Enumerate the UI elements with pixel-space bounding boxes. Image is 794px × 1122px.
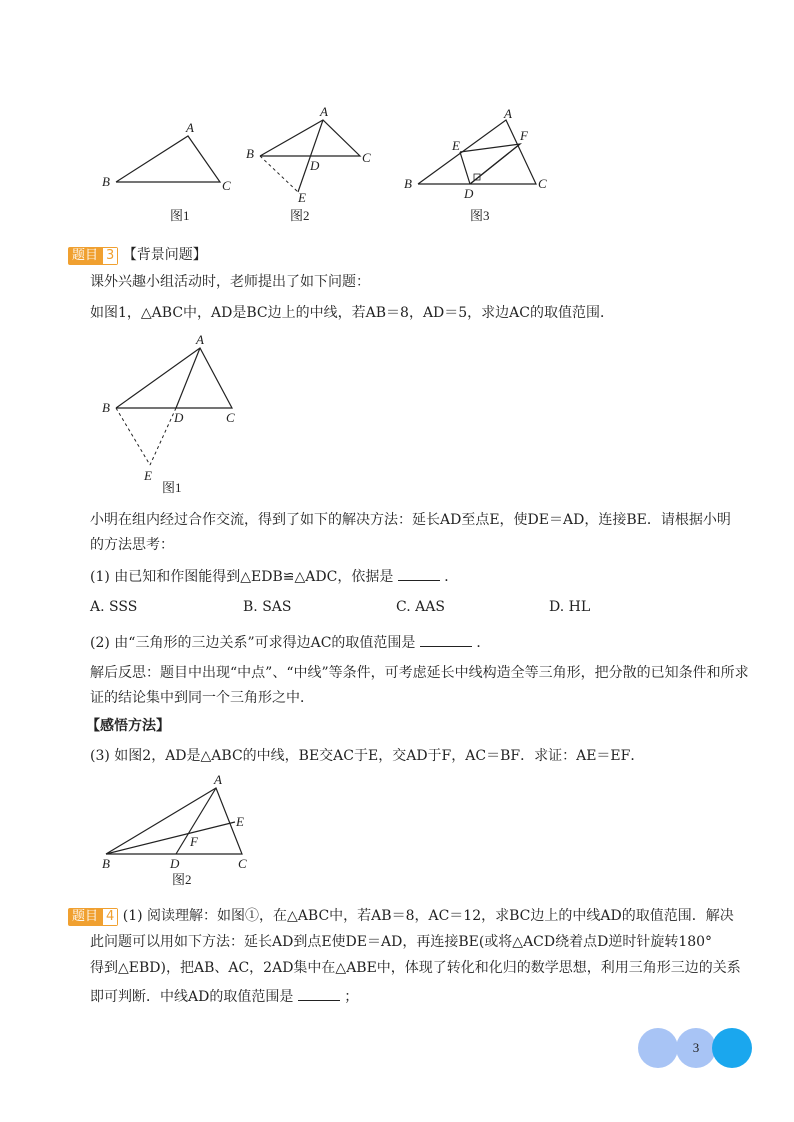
q3-part3: (3) 如图2，AD是△ABC的中线，BE交AC于E，交AD于F，AC＝BF．求证：AE＝EF． <box>90 748 645 764</box>
label-e: E <box>236 814 244 829</box>
label-e: E <box>144 468 152 483</box>
label-a: A <box>214 772 222 787</box>
q4-line4-text: 即可判断．中线AD的取值范围是 <box>90 989 294 1005</box>
label-e: E <box>452 138 460 153</box>
caption-fig1: 图1 <box>162 480 182 495</box>
label-c: C <box>538 176 547 191</box>
badge-number: 3 <box>102 247 118 265</box>
q4-line2: 此问题可以用如下方法：延长AD到点E使DE＝AD，再连接BE(或将△ACD绕着点D逆时针旋转180° <box>90 934 713 950</box>
page-deco-right <box>712 1028 752 1068</box>
answer-blank-3[interactable] <box>298 986 340 1001</box>
label-f: F <box>520 128 528 143</box>
label-b: B <box>102 400 110 415</box>
label-b: B <box>102 856 110 871</box>
label-f: F <box>190 834 198 849</box>
q3-part2 <box>90 632 490 653</box>
answer-blank-1[interactable] <box>398 566 440 581</box>
label-a: A <box>196 332 204 347</box>
badge-number: 4 <box>102 908 118 926</box>
q3-reflect-1: 解后反思：题目中出现“中点”、“中线”等条件，可考虑延长中线构造全等三角形，把分散的已知条件和所求 <box>90 665 749 681</box>
label-b: B <box>102 174 110 189</box>
q3-reflect-2: 证的结论集中到同一个三角形之中． <box>90 690 314 706</box>
q3-part1-end: ． <box>444 569 459 585</box>
label-d: D <box>170 856 180 871</box>
q4-line4 <box>90 986 358 1007</box>
q4-line1-text: (1) 阅读理解：如图①，在△ABC中，若AB＝8，AC＝12，求BC边上的中线AD的取值范围．解决 <box>122 908 734 924</box>
page-deco-left <box>638 1028 678 1068</box>
label-d: D <box>310 158 320 173</box>
q4-badge <box>68 908 118 926</box>
q3-part2-text: (2) 由“三角形的三边关系”可求得边AC的取值范围是 <box>90 635 416 651</box>
answer-blank-2[interactable] <box>420 632 472 647</box>
top-figures <box>90 100 570 230</box>
label-b: B <box>246 146 254 161</box>
figure-1-top <box>102 120 231 223</box>
page-number: 3 <box>676 1028 716 1068</box>
q3-part1-text: (1) 由已知和作图能得到△EDB≌△ADC，依据是 <box>90 569 394 585</box>
q3-figure-1 <box>90 330 260 500</box>
q3-line1: 课外兴趣小组活动时，老师提出了如下问题： <box>90 274 370 290</box>
option-a[interactable]: A. SSS <box>90 599 138 615</box>
caption-fig3: 图3 <box>470 208 490 223</box>
q3-part1 <box>90 566 458 587</box>
label-c: C <box>362 150 371 165</box>
option-c[interactable]: C. AAS <box>396 599 445 615</box>
option-b[interactable]: B. SAS <box>243 599 292 615</box>
q4-line4-end: ； <box>344 989 359 1005</box>
label-a: A <box>186 120 194 135</box>
label-c: C <box>222 178 231 193</box>
label-b: B <box>404 176 412 191</box>
label-e: E <box>298 190 306 205</box>
caption-fig2: 图2 <box>290 208 310 223</box>
q4-line1 <box>68 906 734 926</box>
q3-badge <box>68 247 118 265</box>
label-c: C <box>238 856 247 871</box>
q3-part2-end: ． <box>476 635 491 651</box>
option-d[interactable]: D. HL <box>549 599 591 615</box>
q4-line3: 得到△EBD)，把AB、AC，2AD集中在△ABE中，体现了转化和化归的数学思想，利用三角形三边的关系 <box>90 960 741 976</box>
q3-line2: 如图1，△ABC中，AD是BC边上的中线，若AB＝8，AD＝5，求边AC的取值范围． <box>90 305 615 321</box>
badge-label: 题目 <box>68 908 102 926</box>
q3-heading: 【背景问题】 <box>122 247 207 263</box>
label-a: A <box>320 104 328 119</box>
figure-2-top <box>246 104 371 223</box>
q3-line3: 小明在组内经过合作交流，得到了如下的解决方法：延长AD至点E，使DE＝AD，连接BE．请根据小明 <box>90 512 731 528</box>
q3-figure-2 <box>92 772 262 892</box>
q3-header <box>68 245 207 265</box>
badge-label: 题目 <box>68 247 102 265</box>
figure-3-top <box>404 106 547 223</box>
q3-line4: 的方法思考： <box>90 537 174 553</box>
label-c: C <box>226 410 235 425</box>
caption-fig1: 图1 <box>170 208 190 223</box>
label-d: D <box>464 186 474 201</box>
label-d: D <box>174 410 184 425</box>
caption-fig2: 图2 <box>172 872 192 887</box>
q3-heading-2: 【感悟方法】 <box>86 718 170 734</box>
label-a: A <box>504 106 512 121</box>
